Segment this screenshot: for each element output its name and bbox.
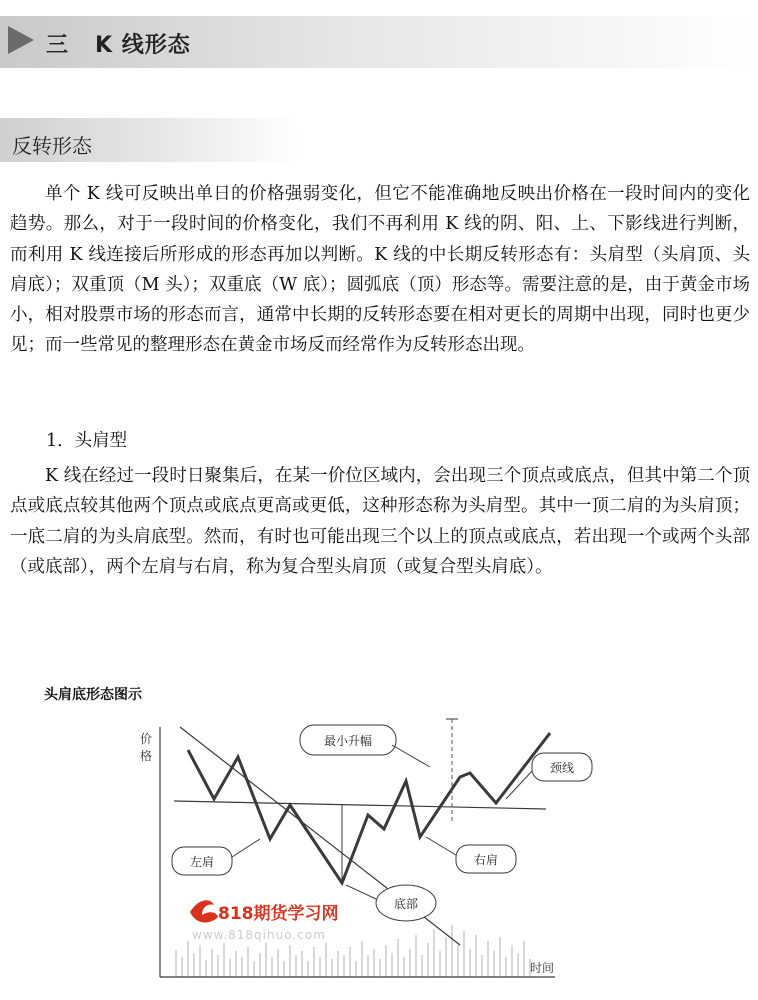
callout-neckline: 颈线 bbox=[550, 761, 575, 775]
chapter-name: K 线形态 bbox=[95, 33, 191, 58]
body-paragraph-2: K 线在经过一段时日聚集后，在某一价位区域内，会出现三个顶点或底点，但其中第二个顶点或底点较其他两个顶点或底点更高或更低，这种形态称为头肩型。其中一顶二肩的为头肩顶；一底二肩的为头肩底型。然而，有时也可能出现三个以上的顶点或底点，若出现一个或两个头部（或底部），两个左肩与右肩，称为复合型头肩顶（或复合型头肩底）。 bbox=[10, 466, 750, 577]
y-axis-label-2: 格 bbox=[140, 749, 153, 763]
callout-right-shoulder: 右肩 bbox=[473, 853, 499, 867]
subheading-head-shoulders: 1．头肩型 bbox=[46, 431, 128, 451]
head-shoulders-bottom-diagram bbox=[130, 705, 575, 985]
chapter-arrow-icon bbox=[8, 26, 34, 54]
y-axis-label-1: 价 bbox=[140, 732, 153, 746]
callout-bottom: 底部 bbox=[393, 897, 419, 911]
chapter-title bbox=[46, 28, 191, 59]
section-title: 反转形态 bbox=[12, 134, 92, 158]
body-paragraph-1: 单个 K 线可反映出单日的价格强弱变化，但它不能准确地反映出价格在一段时间内的变化趋势。那么，对于一段时间的价格变化，我们不再利用 K 线的阴、阳、上、下影线进行判断，而利用 K 线连接后所形成的形态再加以判断。K 线的中长期反转形态有：头肩型（头肩顶、头肩底）；双重顶（M 头）；双重底（W 底）；圆弧底（顶）形态等。需要注意的是，由于黄金市场小，相对股票市场的形态而言，通常中长期的反转形态要在相对更长的周期中出现，同时也更少见；而一些常见的整理形态在黄金市场反而经常作为反转形态出现。 bbox=[10, 184, 750, 356]
neckline bbox=[174, 801, 546, 809]
x-axis-label: 时间 bbox=[530, 961, 555, 975]
watermark-brand: 818期货学习网 bbox=[218, 904, 339, 924]
flame-logo-icon bbox=[190, 900, 218, 922]
callout-min-rise: 最小升幅 bbox=[323, 734, 373, 748]
chapter-number: 三 bbox=[46, 33, 70, 58]
watermark-url: www.818qihuo.com bbox=[192, 928, 326, 942]
figure-caption: 头肩底形态图示 bbox=[44, 687, 142, 703]
callout-left-shoulder: 左肩 bbox=[189, 855, 215, 869]
watermark bbox=[190, 900, 339, 942]
